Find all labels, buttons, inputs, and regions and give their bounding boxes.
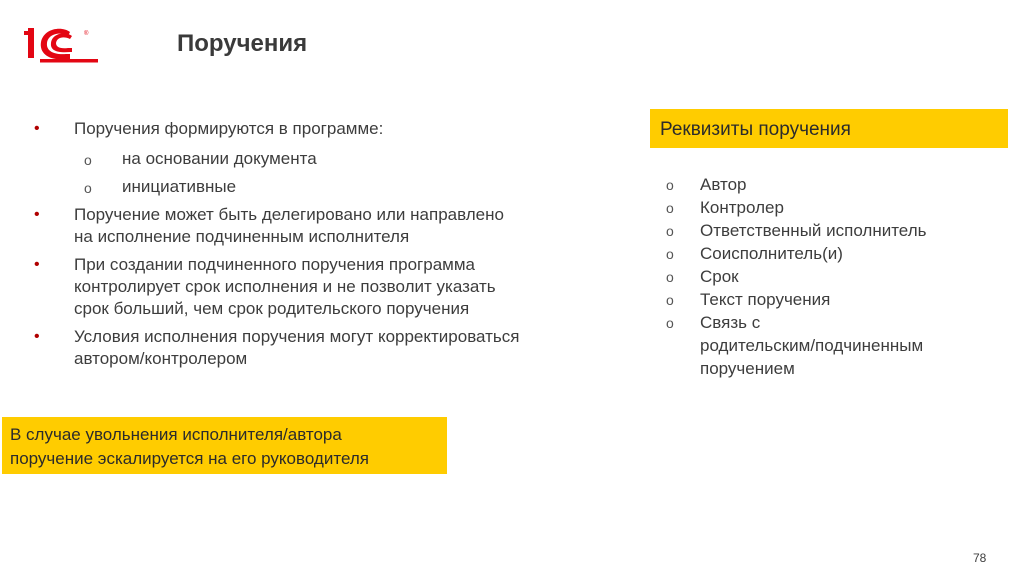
requisite-item: o Текст поручения (666, 288, 1006, 311)
list-item: • При создании подчиненного поручения программа контролирует срок исполнения и не позволит указать срок больший, чем срок родительского поручения (34, 255, 496, 318)
circle-bullet-icon: o (666, 223, 674, 239)
requisite-item: o Срок (666, 265, 1006, 288)
page-title: Поручения (177, 30, 308, 57)
circle-bullet-icon: o (666, 200, 674, 216)
sub-list-item: o инициативные (74, 176, 632, 198)
1c-logo (22, 26, 102, 66)
requisites-list (666, 173, 1006, 380)
note-line: В случае увольнения исполнителя/автора (10, 425, 342, 444)
requisite-item: o Связь с родительским/подчиненным поручением (666, 313, 924, 378)
list-item (32, 118, 632, 198)
bullet-icon: • (34, 206, 40, 223)
list-item-text: Поручения формируются в программе: (74, 119, 384, 138)
circle-bullet-icon: o (666, 269, 674, 285)
note-line: поручение эскалируется на его руководителя (10, 449, 369, 468)
bullet-icon: • (34, 120, 40, 137)
sub-list (74, 148, 632, 198)
requisite-item: o Автор (666, 173, 1006, 196)
escalation-note-box (2, 417, 447, 474)
requisites-heading: Реквизиты поручения (660, 119, 851, 140)
requisite-item: o Соисполнитель(и) (666, 242, 1006, 265)
page-number: 78 (973, 551, 987, 565)
circle-bullet-icon: o (666, 246, 674, 262)
circle-bullet-icon: o (84, 152, 92, 168)
requisite-item: o Контролер (666, 196, 1006, 219)
circle-bullet-icon: o (666, 292, 674, 308)
circle-bullet-icon: o (666, 315, 674, 331)
requisites-heading-box (650, 109, 1008, 148)
bullet-icon: • (34, 328, 40, 345)
circle-bullet-icon: o (666, 177, 674, 193)
circle-bullet-icon: o (84, 180, 92, 196)
svg-text:®: ® (84, 31, 89, 37)
left-bullet-list (32, 118, 632, 376)
requisite-item: o Ответственный исполнитель (666, 219, 1006, 242)
list-item: • Условия исполнения поручения могут корректироваться автором/контролером (34, 327, 520, 368)
sub-list-item: o на основании документа (74, 148, 632, 170)
list-item: • Поручение может быть делегировано или направлено на исполнение подчиненным исполнителя (34, 205, 504, 246)
bullet-icon: • (34, 256, 40, 273)
